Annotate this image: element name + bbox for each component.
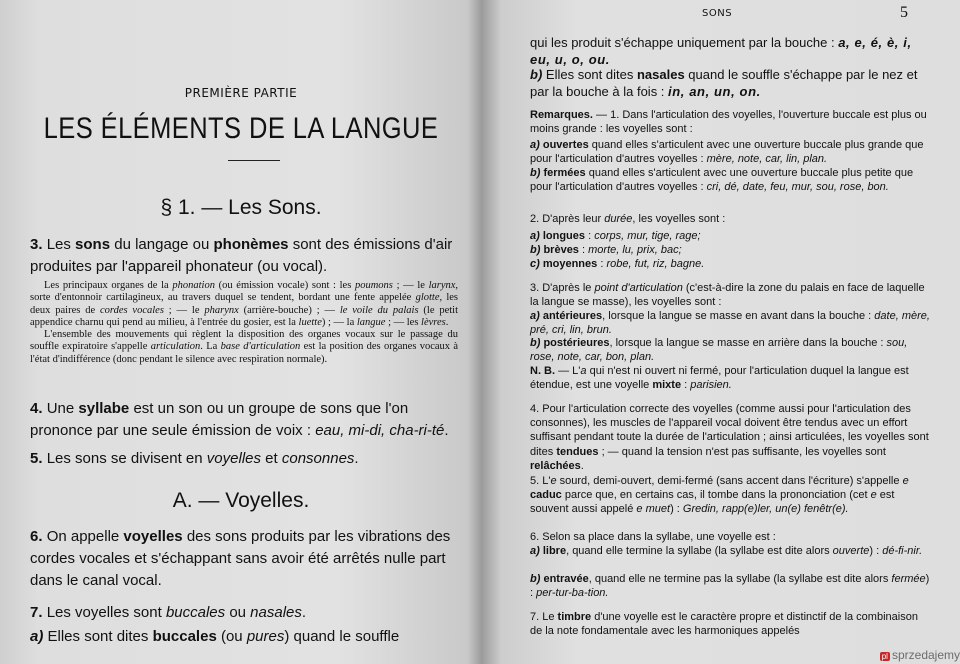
paragraph-5: 5. Les sons se divisent en voyelles et consonnes. — [30, 450, 359, 467]
remarques-5: 5. L'e sourd, demi-ouvert, demi-fermé (sans accent dans l'écriture) s'appelle e caduc parce que, en certains cas, il tombe dans la prononciation (cet e est souvent aussi appelé e muet) : Gredin, rapp(e)ler, un(e) fenêtr(e). — [530, 475, 909, 516]
remarques-2: 2. D'après leur durée, les voyelles sont : — [530, 213, 726, 225]
remarques-7: 7. Le timbre d'une voyelle est le caractère propre et distinctif de la combinaison de la note fondamentale avec les harmoniques appelés — [530, 611, 918, 638]
nota-bene: N. B. — L'a qui n'est ni ouvert ni fermé, pour l'articulation duquel la langue est étendue, est une voyelle mixte : parisien. — [530, 365, 909, 392]
paragraph-b-nasales: b) Elles sont dites nasales quand le souffle s'échappe par le nez et par la bouche à la fois : in, an, un, on. — [530, 67, 918, 99]
section-heading: § 1. — Les Sons. — [160, 196, 322, 219]
remarques-6: 6. Selon sa place dans la syllabe, une voyelle est : — [530, 531, 776, 543]
note-organs: Les principaux organes de la phonation (ou émission vocale) sont : les poumons ; — le larynx, sorte d'entonnoir cartilagineux, au travers duquel se tendent, bordant une fente appelée glotte, les deux paires de cordes vocales ; — le pharynx (arrière-bouche) ; — le voile du palais (le petit appendice charnu qui pend au milieu, à l'entrée du gosier, est la luette) ; — la langue ; — les lèvres. L'ensemble des mouvements qui règlent la disposition des organes vocaux sur le passage du souffle expiratoire s'appelle articulation. La base d'articulation est la position des organes vocaux à l'état d'indifférence (donc pendant le silence avec respiration normale). — [30, 280, 459, 365]
continuation-text: qui les produit s'échappe uniquement par la bouche : a, e, é, è, i, eu, u, o, ou. — [530, 35, 912, 67]
paragraph-7: 7. Les voyelles sont buccales ou nasales. — [30, 604, 307, 621]
remarques-2c: c) moyennes : robe, fut, riz, bagne. — [530, 258, 705, 270]
paragraph-3: 3. Les sons du langage ou phonèmes sont des émissions d'air produites par l'appareil phonateur (ou vocal). — [30, 236, 453, 275]
remarques-6b: b) entravée, quand elle ne termine pas la syllabe (la syllabe est dite alors fermée) : per-tur-ba-tion. — [530, 573, 930, 600]
watermark-badge: pl — [881, 652, 888, 661]
paragraph-7a: a) Elles sont dites buccales (ou pures) quand le souffle — [30, 628, 400, 645]
title-rule — [228, 160, 280, 161]
part-heading: PREMIÈRE PARTIE — [184, 86, 298, 100]
remarques-4: 4. Pour l'articulation correcte des voyelles (comme aussi pour l'articulation des consonnes), les muscles de l'appareil vocal doivent être tendus avec un effort suffisant pendant toute la durée de l'articulation ; ainsi articulées, les voyelles sont dites tendues ; — quand la tension n'est pas suffisante, les voyelles sont relâchées. — [530, 403, 929, 472]
remarques-6a: a) libre, quand elle termine la syllabe (la syllabe est dite alors ouverte) : dé-fi-nir. — [530, 545, 923, 557]
remarques-1b: b) fermées quand elles s'articulent avec une ouverture buccale plus petite que pour l'articulation d'autres voyelles : cri, dé, date, feu, mur, sou, rose, bon. — [530, 167, 914, 194]
remarques-2b: b) brèves : morte, lu, prix, bac; — [530, 244, 682, 256]
remarques-1: Remarques. — 1. Dans l'articulation des voyelles, l'ouverture buccale est plus ou moins grande : les voyelles sont : — [530, 109, 927, 136]
right-page — [482, 0, 960, 664]
paragraph-6: 6. On appelle voyelles des sons produits par les vibrations des cordes vocales et s'échappant sans avoir été arrêtés nulle part dans le canal vocal. — [30, 528, 451, 589]
subsection-heading: A. — Voyelles. — [172, 489, 310, 512]
remarques-3a: a) antérieures, lorsque la langue se masse en avant dans la bouche : date, mère, pré, cri, lin, brun. — [530, 310, 930, 337]
remarques-3b: b) postérieures, lorsque la langue se masse en arrière dans la bouche : sou, rose, note, car, bon, plan. — [530, 337, 908, 364]
paragraph-4: 4. Une syllabe est un son ou un groupe de sons que l'on prononce par une seule émission de voix : eau, mi-di, cha-ri-té. — [30, 400, 449, 439]
running-header: SONS — [702, 8, 733, 19]
watermark — [880, 648, 960, 662]
page-number: 5 — [900, 4, 908, 21]
remarques-3: 3. D'après le point d'articulation (c'est-à-dire la zone du palais en face de laquelle la langue se masse), les voyelles sont : — [530, 282, 925, 309]
remarques-2a: a) longues : corps, mur, tige, rage; — [530, 230, 701, 242]
watermark-text: sprzedajemy — [891, 648, 960, 662]
page-title: LES ÉLÉMENTS DE LA LANGUE — [43, 112, 439, 145]
remarques-1a: a) ouvertes quand elles s'articulent avec une ouverture buccale plus grande que pour l'articulation d'autres voyelles : mère, note, car, lin, plan. — [530, 139, 924, 166]
